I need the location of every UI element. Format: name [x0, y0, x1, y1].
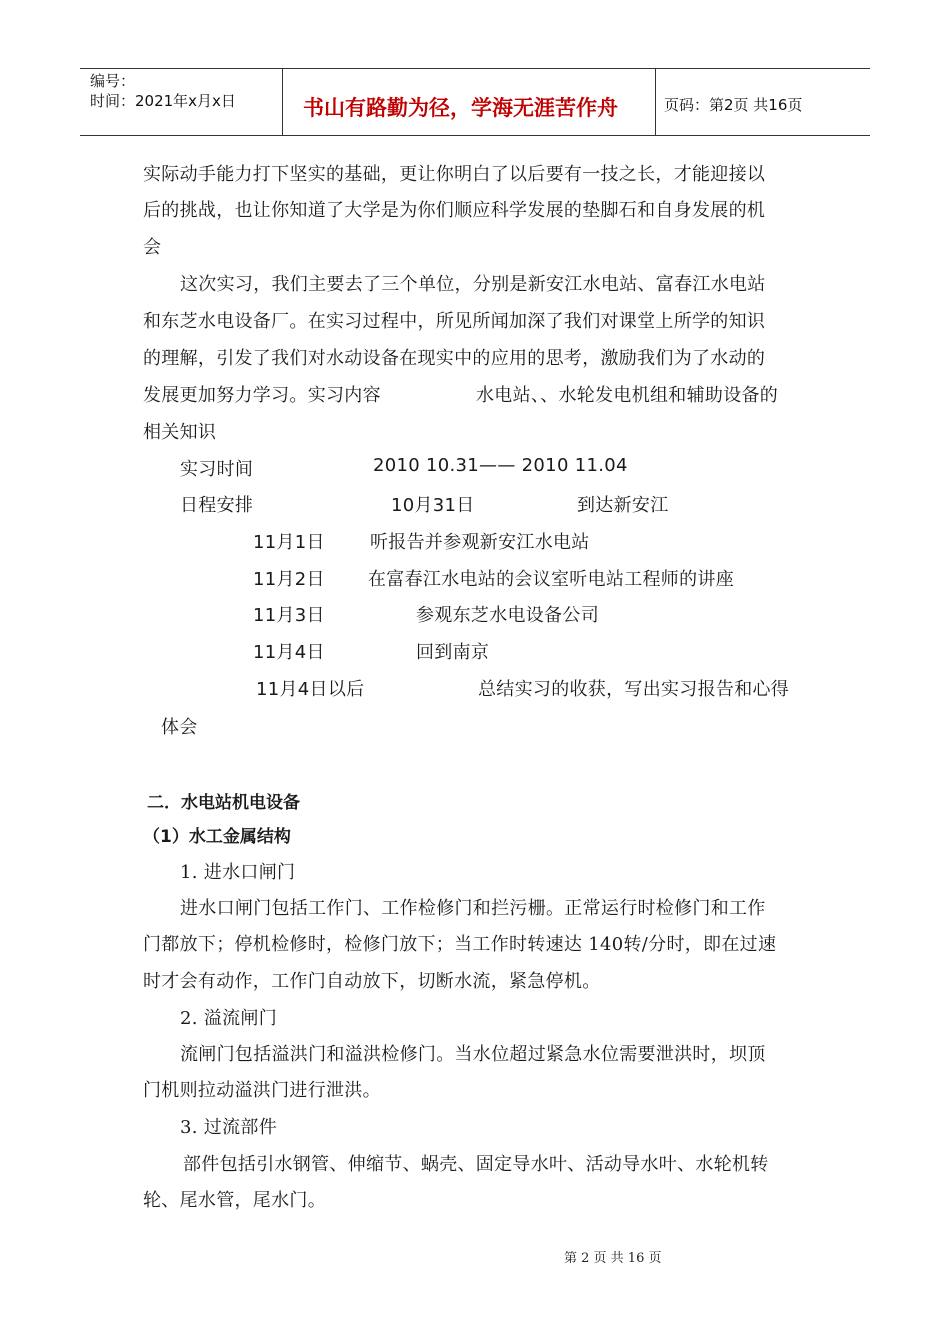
header-page-info: 页码：第2页 共16页: [664, 96, 803, 114]
schedule-date: 11月3日: [253, 605, 325, 626]
text-line: 会: [143, 237, 162, 258]
document-number-label: 编号：: [90, 72, 136, 90]
schedule-desc: 参观东芝水电设备公司: [416, 605, 599, 626]
text-line: 和东芝水电设备厂。在实习过程中，所见所闻加深了我们对课堂上所学的知识: [143, 311, 766, 332]
schedule-desc: 在富春江水电站的会议室听电站工程师的讲座: [368, 569, 734, 590]
text-line: 后的挑战，也让你知道了大学是为你们顺应科学发展的垫脚石和自身发展的机: [143, 200, 766, 221]
text-line: 部件包括引水钢管、伸缩节、蜗壳、固定导水叶、活动导水叶、水轮机转: [183, 1154, 769, 1175]
schedule-date: 11月4日: [253, 642, 325, 663]
header-bottom-rule: [80, 135, 870, 136]
schedule-desc: 回到南京: [416, 642, 490, 663]
text-line: 轮、尾水管，尾水门。: [143, 1190, 326, 1211]
schedule-desc: 到达新安江: [577, 495, 669, 516]
schedule-desc: 总结实习的收获，写出实习报告和心得: [478, 679, 790, 700]
header-divider-right: [655, 68, 656, 136]
text-line: 实际动手能力打下坚实的基础，更让你明白了以后要有一技之长，才能迎接以: [143, 164, 766, 185]
schedule-plan-label: 日程安排: [180, 495, 254, 516]
text-line: 发展更加努力学习。实习内容: [143, 385, 381, 406]
schedule-desc: 听报告并参观新安江水电站: [370, 532, 590, 553]
text-line: 时才会有动作，工作门自动放下，切断水流，紧急停机。: [143, 971, 601, 992]
text-line: 这次实习，我们主要去了三个单位，分别是新安江水电站、富春江水电站: [180, 274, 766, 295]
header-divider-left: [282, 68, 283, 136]
content-value: 水电站、、水轮发电机组和辅助设备的: [476, 385, 779, 406]
item-title: 1. 进水口闸门: [180, 862, 296, 883]
text-line: 相关知识: [143, 422, 217, 443]
schedule-time-label: 实习时间: [180, 459, 254, 480]
document-time-label: 时间：2021年x月x日: [90, 92, 236, 110]
schedule-date: 11月4日以后: [256, 679, 365, 700]
text-line: 流闸门包括溢洪门和溢洪检修门。当水位超过紧急水位需要泄洪时，坝顶: [180, 1044, 766, 1065]
text-line: 进水口闸门包括工作门、工作检修门和拦污栅。正常运行时检修门和工作: [180, 898, 766, 919]
subsection-title: （1）水工金属结构: [143, 827, 291, 847]
section-title: 二．水电站机电设备: [147, 793, 300, 813]
schedule-date: 10月31日: [391, 495, 475, 516]
header-top-rule: [80, 68, 870, 69]
text-line: 的理解，引发了我们对水动设备在现实中的应用的思考，激励我们为了水动的: [143, 348, 766, 369]
schedule-date: 11月1日: [253, 532, 325, 553]
item-title: 2. 溢流闸门: [180, 1008, 277, 1029]
schedule-date: 11月2日: [253, 569, 325, 590]
text-line: 门都放下；停机检修时，检修门放下；当工作时转速达 140转/分时，即在过速: [143, 934, 777, 955]
schedule-time-value: 2010 10.31—— 2010 11.04: [373, 455, 628, 476]
header-motto: 书山有路勤为径，学海无涯苦作舟: [303, 96, 618, 120]
page-footer: 第 2 页 共 16 页: [564, 1251, 662, 1266]
text-line: 门机则拉动溢洪门进行泄洪。: [143, 1080, 381, 1101]
schedule-tail: 体会: [161, 717, 198, 738]
item-title: 3. 过流部件: [180, 1117, 277, 1138]
